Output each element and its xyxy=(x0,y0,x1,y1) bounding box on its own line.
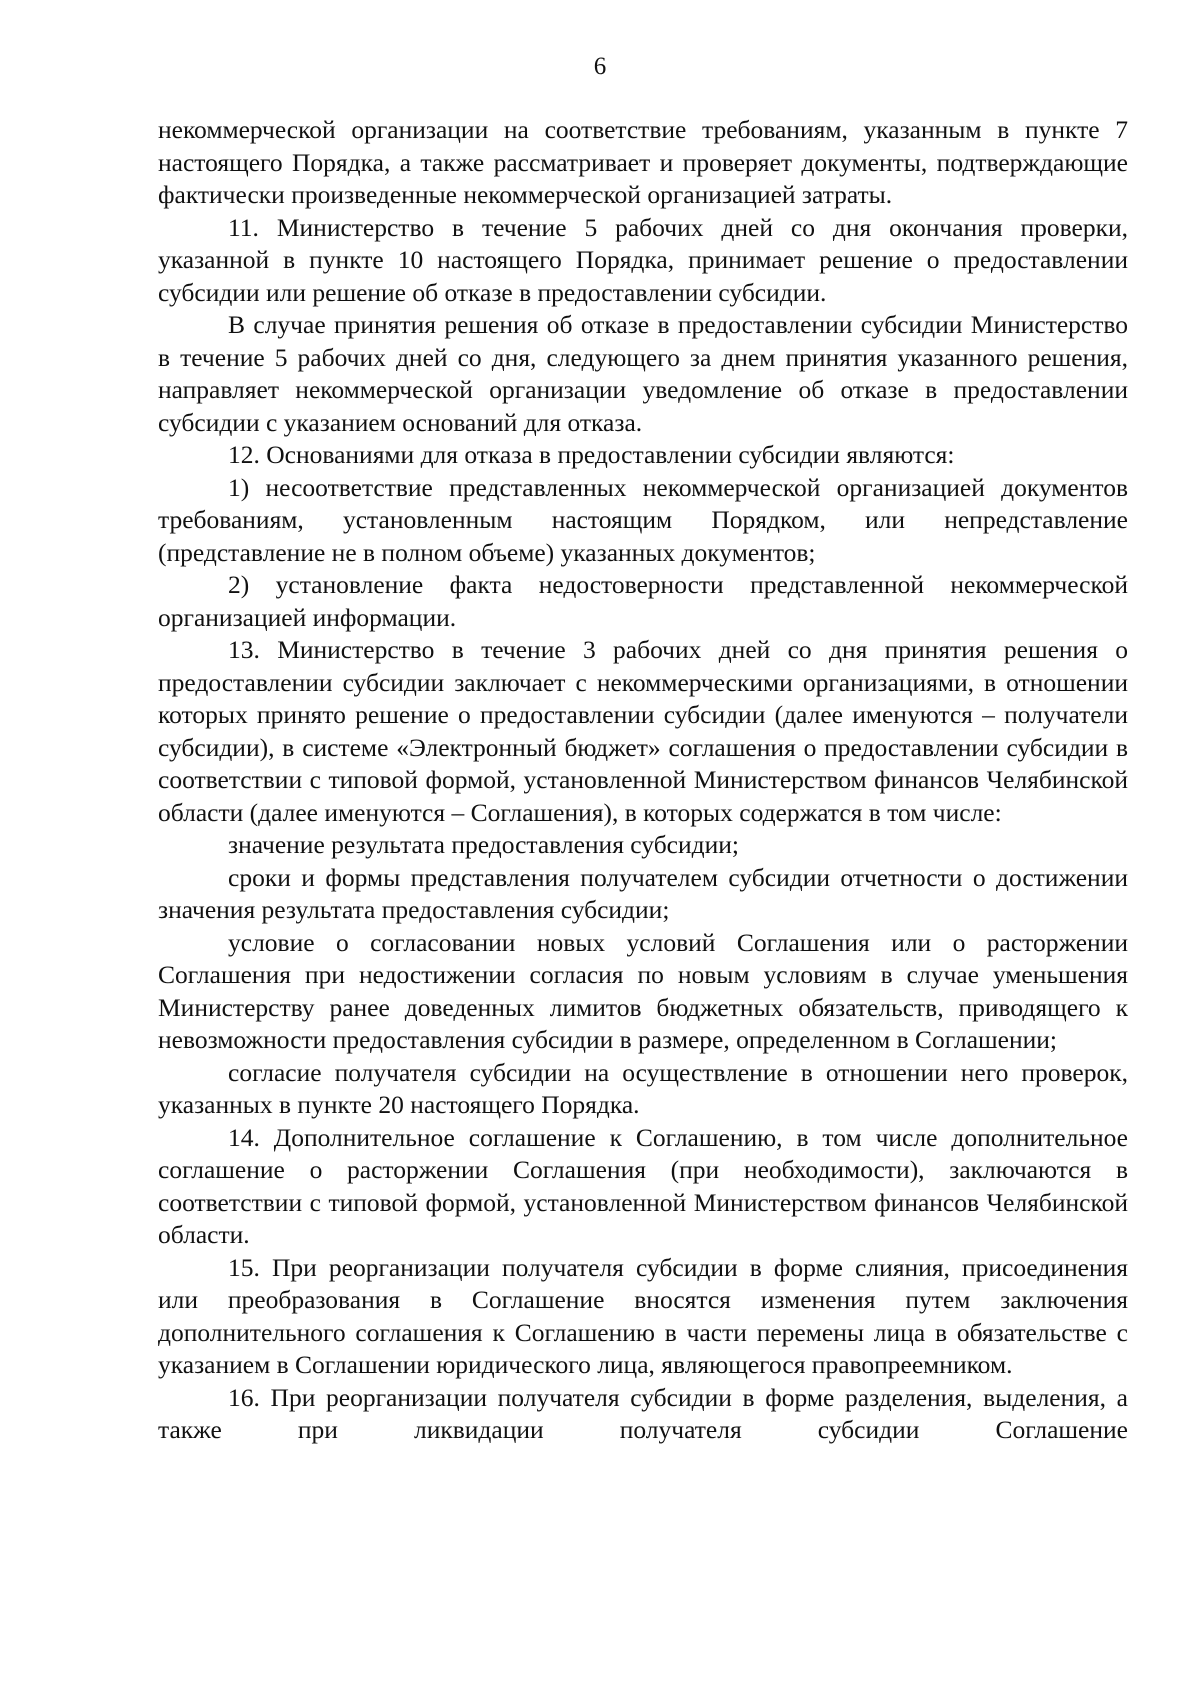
document-body xyxy=(158,114,1128,1447)
paragraph-item-12: 12. Основаниями для отказа в предоставлении субсидии являются: xyxy=(228,440,955,469)
paragraph-item-13: 13. Министерство в течение 3 рабочих дней со дня принятия решения о предоставлении субсидии заключает с некоммерческими организациями, в отношении которых принято решение о предоставлении субсидии (далее именуются – получатели субсидии), в системе «Электронный бюджет» соглашения о предоставлении субсидии в соответствии с типовой формой, установленной Министерством финансов Челябинской области (далее именуются – Соглашения), в которых содержатся в том числе: xyxy=(158,635,1128,827)
paragraph-continuation: некоммерческой организации на соответствие требованиям, указанным в пункте 7 настоящего Порядка, а также рассматривает и проверяет документы, подтверждающие фактически произведенные некоммерческой организацией затраты. xyxy=(158,115,1128,209)
paragraph-item-12-sub-2: 2) установление факта недостоверности представленной некоммерческой организацией информации. xyxy=(158,570,1128,632)
paragraph-item-11: 11. Министерство в течение 5 рабочих дней со дня окончания проверки, указанной в пункте 10 настоящего Порядка, принимает решение о предоставлении субсидии или решение об отказе в предоставлении субсидии. xyxy=(158,212,1128,307)
paragraph-item-13-reporting: сроки и формы представления получателем субсидии отчетности о достижении значения результата предоставления субсидии; xyxy=(158,862,1128,924)
paragraph-item-14: 14. Дополнительное соглашение к Соглашению, в том числе дополнительное соглашение о расторжении Соглашения (при необходимости), заключаются в соответствии с типовой формой, установленной Министерством финансов Челябинской области. xyxy=(158,1122,1128,1249)
paragraph-item-13-consent: согласие получателя субсидии на осуществление в отношении него проверок, указанных в пункте 20 настоящего Порядка. xyxy=(158,1057,1128,1119)
paragraph-item-13-condition: условие о согласовании новых условий Соглашения или о расторжении Соглашения при недостижении согласия по новым условиям в случае уменьшения Министерству ранее доведенных лимитов бюджетных обязательств, приводящего к невозможности предоставления субсидии в размере, определенном в Соглашении; xyxy=(158,927,1128,1054)
paragraph-item-12-sub-1: 1) несоответствие представленных некоммерческой организацией документов требованиям, установленным настоящим Порядком, или непредставление (представление не в полном объеме) указанных документов; xyxy=(158,472,1128,567)
paragraph-item-15: 15. При реорганизации получателя субсидии в форме слияния, присоединения или преобразования в Соглашение вносятся изменения путем заключения дополнительного соглашения к Соглашению в части перемены лица в обязательстве с указанием в Соглашении юридического лица, являющегося правопреемником. xyxy=(158,1252,1128,1379)
paragraph-item-16: 16. При реорганизации получателя субсидии в форме разделения, выделения, а также при ликвидации получателя субсидии Соглашение xyxy=(158,1382,1128,1444)
paragraph-refusal-notice: В случае принятия решения об отказе в предоставлении субсидии Министерство в течение 5 рабочих дней со дня, следующего за днем принятия указанного решения, направляет некоммерческой организации уведомление об отказе в предоставлении субсидии с указанием оснований для отказа. xyxy=(158,310,1128,437)
paragraph-item-13-result: значение результата предоставления субсидии; xyxy=(228,830,739,859)
page-number: 6 xyxy=(593,53,607,80)
